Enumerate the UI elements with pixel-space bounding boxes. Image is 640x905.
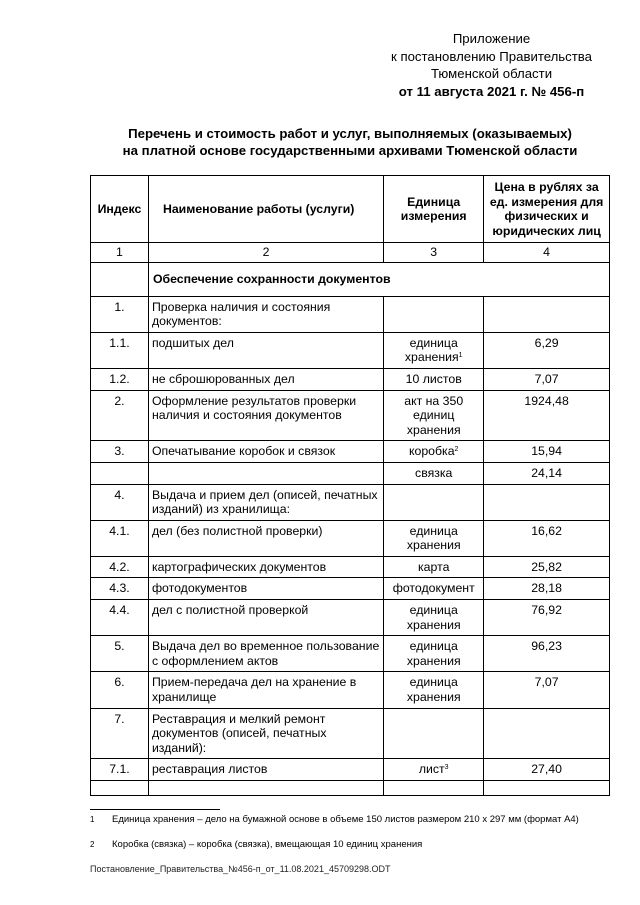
row-price <box>484 556 610 578</box>
row-index-text: 1. <box>114 299 125 314</box>
row-price-text: 28,18 <box>531 581 562 596</box>
row-unit-text: связка <box>415 465 453 480</box>
row-name-text: Опечатывание коробок и связок <box>151 444 336 459</box>
table-row <box>91 296 610 332</box>
row-index-text: 4.2. <box>109 559 130 574</box>
empty-cell <box>148 781 383 796</box>
appendix-header <box>391 30 592 100</box>
row-price-text: 15,94 <box>531 444 562 459</box>
row-unit <box>384 520 484 556</box>
row-name-text: Прием-передача дел на хранение в хранилище <box>151 675 357 705</box>
row-price-text: 76,92 <box>531 603 562 618</box>
appendix-ref: к постановлению Правительства <box>391 48 592 64</box>
row-price <box>484 520 610 556</box>
row-name <box>148 520 383 556</box>
row-unit <box>384 462 484 484</box>
row-price-text: 96,23 <box>531 639 562 654</box>
row-unit-text: коробка <box>408 444 455 459</box>
footnote-marker: 1 <box>458 352 463 360</box>
row-price <box>484 484 610 520</box>
row-price <box>484 462 610 484</box>
row-index-text: 1.1. <box>109 335 130 350</box>
row-name <box>148 368 383 390</box>
footnote-2-text: Коробка (связка) – коробка (связка), вмещающая 10 единиц хранения <box>112 839 423 850</box>
row-price <box>484 441 610 463</box>
row-index-text: 4.3. <box>109 581 130 596</box>
table-row <box>91 708 610 759</box>
empty-cell <box>384 781 484 796</box>
row-name-text: реставрация листов <box>151 762 268 777</box>
row-unit <box>384 600 484 636</box>
row-name <box>148 332 383 368</box>
decree-date-number: от 11 августа 2021 г. № 456-п <box>398 83 585 99</box>
row-name <box>148 556 383 578</box>
row-index <box>91 462 149 484</box>
row-price-text: 7,07 <box>534 371 559 386</box>
table-row <box>91 636 610 672</box>
row-name <box>148 636 383 672</box>
column-number: 1 <box>91 243 149 263</box>
row-index <box>91 332 149 368</box>
row-unit-text: лист <box>418 762 445 777</box>
row-unit <box>384 332 484 368</box>
footnote-1 <box>90 814 590 826</box>
row-price <box>484 390 610 441</box>
row-name <box>148 462 383 484</box>
row-name <box>148 296 383 332</box>
row-unit <box>384 578 484 600</box>
row-name-text: Выдача и прием дел (описей, печатных изданий) из хранилища: <box>151 487 378 517</box>
table-row <box>91 556 610 578</box>
row-unit <box>384 708 484 759</box>
row-name-text: Выдача дел во временное пользование с оформлением актов <box>151 639 380 668</box>
row-unit-text: фотодокумент <box>392 581 475 596</box>
row-name-text: не сброшюрованных дел <box>151 371 295 386</box>
column-number: 3 <box>384 243 484 263</box>
row-index-text: 6. <box>114 675 125 690</box>
row-price-text: 1924,48 <box>524 393 569 408</box>
row-price-text: 6,29 <box>534 335 559 350</box>
row-name-text: подшитых дел <box>151 335 234 350</box>
row-index-text: 4.1. <box>109 523 130 538</box>
title-line-2: на платной основе государственными архивами Тюменской области <box>122 142 578 158</box>
row-index <box>91 600 149 636</box>
row-name-text: фотодокументов <box>151 581 248 596</box>
footnote-divider <box>90 809 220 810</box>
table-row <box>91 390 610 441</box>
row-name <box>148 578 383 600</box>
table-body <box>91 243 610 796</box>
row-price-text: 25,82 <box>531 559 562 574</box>
row-name-text: дел с полистной проверкой <box>151 603 309 618</box>
row-index-text: 1.2. <box>109 371 130 386</box>
row-price <box>484 672 610 708</box>
row-unit <box>384 368 484 390</box>
row-unit <box>384 636 484 672</box>
file-name: Постановление_Правительства_№456-п_от_11.08.2021_45709298.ODT <box>90 864 391 874</box>
row-index <box>91 520 149 556</box>
row-index-text: 5. <box>114 639 125 654</box>
row-name <box>148 759 383 781</box>
appendix-label: Приложение <box>452 31 531 46</box>
table-gap-row <box>91 781 610 796</box>
row-unit <box>384 441 484 463</box>
row-unit-text: карта <box>418 559 450 574</box>
row-unit-text: единица хранения <box>404 335 459 365</box>
row-price-text: 24,14 <box>531 465 562 480</box>
row-unit <box>384 296 484 332</box>
row-price <box>484 332 610 368</box>
table-row <box>91 484 610 520</box>
footnote-2-number: 2 <box>90 840 95 849</box>
row-name-text: Проверка наличия и состояния документов: <box>151 299 331 329</box>
row-unit-text: единица хранения <box>406 603 461 632</box>
row-index <box>91 441 149 463</box>
table-row <box>91 332 610 368</box>
row-index <box>91 556 149 578</box>
table-row <box>91 600 610 636</box>
row-price <box>484 368 610 390</box>
column-numbers-row <box>91 243 610 263</box>
row-name-text: дел (без полистной проверки) <box>151 523 323 538</box>
row-name <box>148 441 383 463</box>
row-unit-text: акт на 350 единиц хранения <box>404 393 464 437</box>
footnote-marker: 3 <box>444 764 449 772</box>
row-name <box>148 708 383 759</box>
table-row <box>91 759 610 781</box>
row-index <box>91 390 149 441</box>
row-index-text: 7.1. <box>109 762 130 777</box>
row-unit-text: единица хранения <box>406 639 461 668</box>
section-index-cell <box>91 262 149 296</box>
header-name: Наименование работы (услуги) <box>148 176 383 243</box>
row-index-text: 4. <box>114 487 125 502</box>
footnote-marker: 2 <box>454 446 459 454</box>
table-row <box>91 520 610 556</box>
table-row <box>91 462 610 484</box>
row-price-text: 27,40 <box>531 762 562 777</box>
row-name <box>148 600 383 636</box>
row-unit-text: единица хранения <box>406 675 461 705</box>
document-title <box>90 126 610 159</box>
title-line-1: Перечень и стоимость работ и услуг, выполняемых (оказываемых) <box>128 126 572 141</box>
row-index-text: 3. <box>114 444 125 459</box>
row-index-text: 4.4. <box>109 603 130 618</box>
row-index-text: 7. <box>114 711 125 726</box>
row-price <box>484 759 610 781</box>
row-price <box>484 636 610 672</box>
row-index <box>91 296 149 332</box>
row-unit <box>384 672 484 708</box>
header-unit: Единица измерения <box>384 176 484 243</box>
column-number: 2 <box>148 243 383 263</box>
footnote-2 <box>90 839 590 851</box>
table-header-row <box>91 176 610 243</box>
empty-cell <box>91 781 149 796</box>
row-unit <box>384 759 484 781</box>
table-row <box>91 368 610 390</box>
table-row <box>91 578 610 600</box>
footnote-1-text: Единица хранения – дело на бумажной основе в объеме 150 листов размером 210 х 297 мм (формат А4) <box>112 814 579 825</box>
row-name <box>148 484 383 520</box>
row-unit <box>384 484 484 520</box>
column-number: 4 <box>484 243 610 263</box>
row-name-text: Оформление результатов проверки наличия и состояния документов <box>151 393 357 423</box>
row-name <box>148 672 383 708</box>
row-index <box>91 636 149 672</box>
table-row <box>91 441 610 463</box>
row-unit <box>384 390 484 441</box>
header-price: Цена в рублях за ед. измерения для физических и юридических лиц <box>484 176 610 243</box>
row-unit-text: единица хранения <box>406 523 461 553</box>
table-row <box>91 672 610 708</box>
section-title: Обеспечение сохранности документов <box>148 262 609 296</box>
row-unit <box>384 556 484 578</box>
row-index <box>91 708 149 759</box>
row-index <box>91 759 149 781</box>
row-price-text: 16,62 <box>531 523 562 538</box>
footnote-1-number: 1 <box>90 815 95 824</box>
appendix-region: Тюменской области <box>430 66 553 81</box>
row-index-text: 2. <box>114 393 125 408</box>
row-price-text: 7,07 <box>534 675 559 690</box>
row-index <box>91 672 149 708</box>
row-index <box>91 578 149 600</box>
row-name <box>148 390 383 441</box>
row-index <box>91 484 149 520</box>
row-price <box>484 578 610 600</box>
row-name-text: Реставрация и мелкий ремонт документов (описей, печатных изданий): <box>151 711 327 755</box>
row-name-text: картографических документов <box>151 559 327 574</box>
row-index <box>91 368 149 390</box>
row-price <box>484 708 610 759</box>
row-unit-text: 10 листов <box>405 371 462 386</box>
row-price <box>484 296 610 332</box>
empty-cell <box>484 781 610 796</box>
header-index: Индекс <box>91 176 149 243</box>
price-table <box>90 175 610 796</box>
row-price <box>484 600 610 636</box>
section-row <box>91 262 610 296</box>
